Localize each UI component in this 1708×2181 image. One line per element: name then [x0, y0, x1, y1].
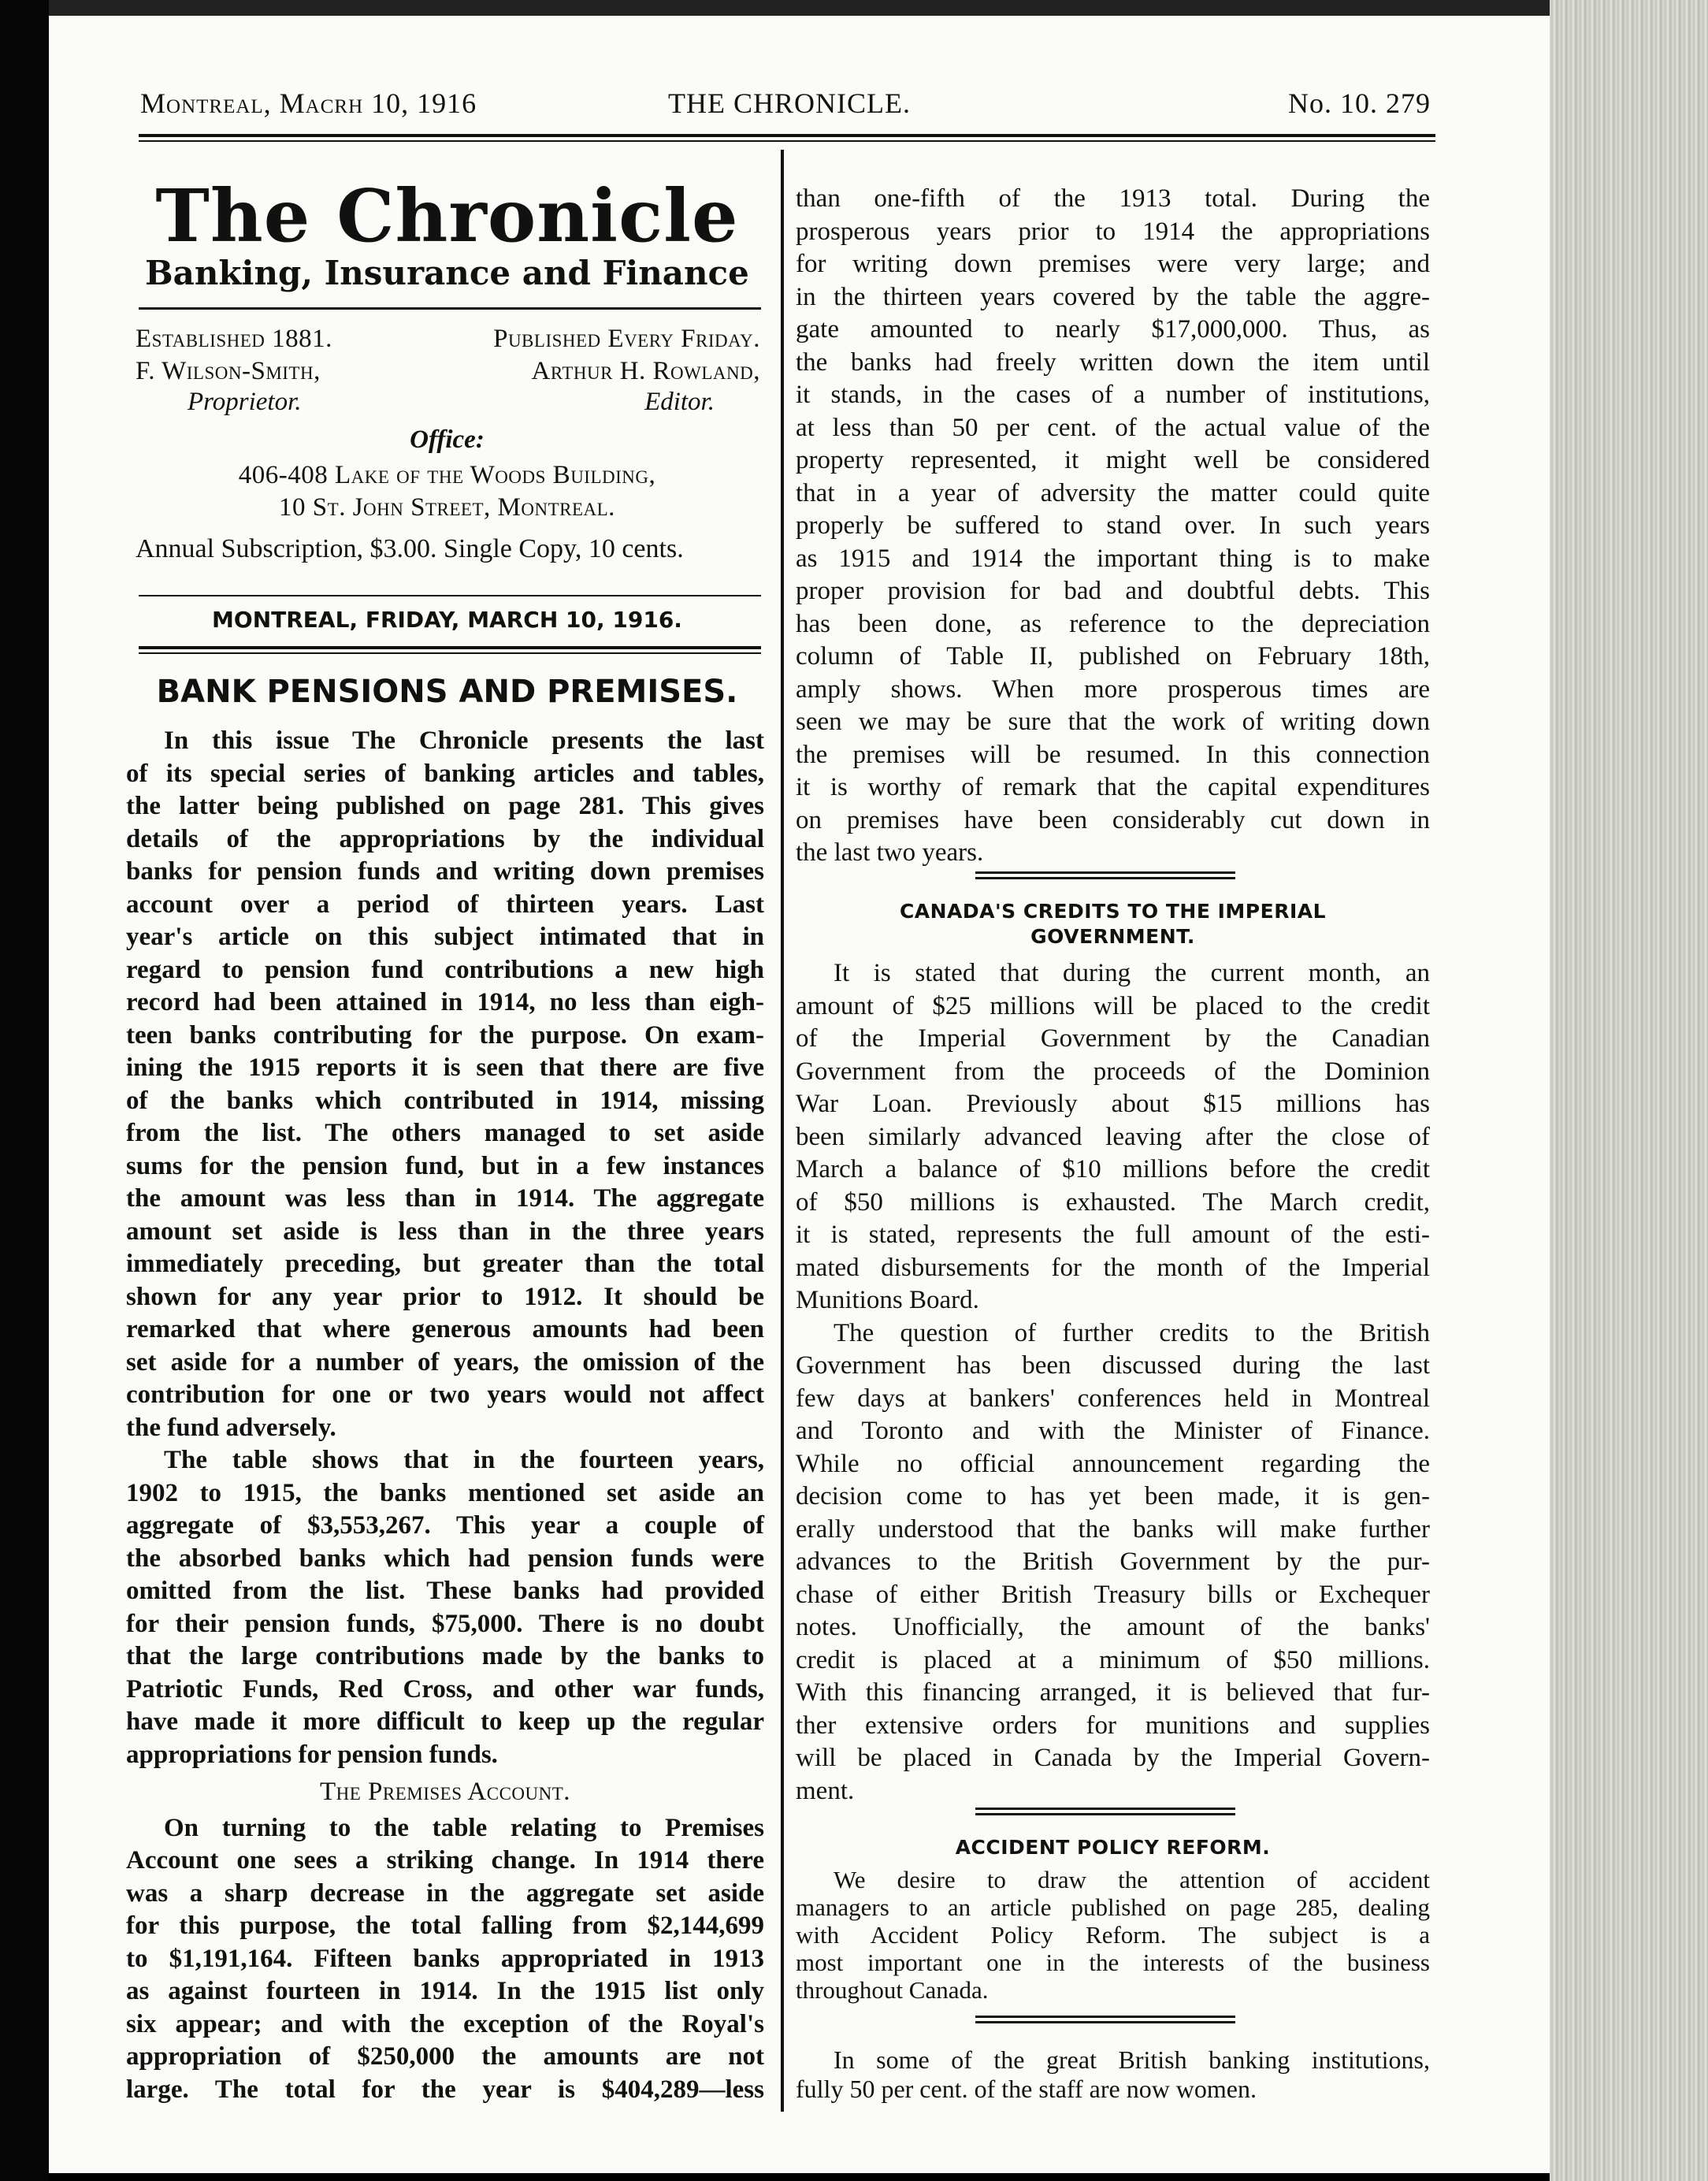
office-label: Office:: [410, 425, 485, 454]
text-line: the fund adversely.: [126, 1413, 336, 1442]
section-rule: [975, 871, 1235, 879]
text-line: the last two years.: [796, 838, 984, 867]
text-line: that in a year of adversity the matter could quite: [796, 478, 1430, 507]
office-address-line-1: 406-408 Lake of the Woods Building,: [238, 461, 656, 489]
text-line: amply shows. When more prosperous times are: [796, 674, 1430, 704]
text-line: ther extensive orders for munitions and supplies: [796, 1711, 1430, 1740]
text-line: set aside for a number of years, the omission of the: [126, 1347, 764, 1377]
text-line: aggregate of $3,553,267. This year a couple of: [126, 1511, 764, 1540]
text-line: decision come to has yet been made, it is gen-: [796, 1482, 1430, 1510]
text-line: In some of the great British banking institutions,: [834, 2045, 1430, 2074]
text-line: with Accident Policy Reform. The subject is a: [796, 1921, 1430, 1949]
text-line: was a sharp decrease in the aggregate set aside: [126, 1878, 764, 1908]
published-note: Published Every Friday.: [493, 325, 760, 353]
book-page-edges: [1550, 0, 1708, 2181]
text-line: notes. Unofficially, the amount of the banks': [796, 1613, 1430, 1641]
text-line: the premises will be resumed. In this connection: [796, 740, 1430, 769]
text-line: it stands, in the cases of a number of institutions,: [796, 381, 1430, 409]
text-line: account over a period of thirteen years. Last: [126, 890, 764, 919]
text-line: amount set aside is less than in the three years: [126, 1217, 764, 1246]
text-line: regard to pension fund contributions a new high: [126, 955, 764, 984]
text-line: seen we may be sure that the work of writing down: [796, 708, 1430, 736]
text-line: details of the appropriations by the individual: [126, 824, 764, 853]
scan-left-margin: [0, 0, 49, 2181]
text-line: ment.: [796, 1776, 855, 1805]
text-line: the absorbed banks which had pension funds were: [126, 1544, 764, 1573]
masthead-title: The Chronicle: [155, 173, 739, 258]
text-line: Government has been discussed during the last: [796, 1351, 1430, 1380]
established-note: Established 1881.: [136, 325, 332, 353]
text-line: mated disbursements for the month of the Imperial: [796, 1253, 1430, 1282]
text-line: than one-fifth of the 1913 total. During the: [796, 184, 1430, 213]
text-line: War Loan. Previously about $15 millions has: [796, 1090, 1430, 1118]
running-head-page-number: No. 10. 279: [1288, 87, 1431, 119]
text-line: column of Table II, published on February 18th,: [796, 642, 1430, 671]
text-line: six appear; and with the exception of the Royal's: [126, 2009, 764, 2038]
masthead-subtitle: Banking, Insurance and Finance: [145, 254, 749, 292]
text-line: for this purpose, the total falling from $2,144,699: [126, 1912, 764, 1940]
text-line: for writing down premises were very large; and: [796, 250, 1430, 278]
text-line: been similarly advanced leaving after the close of: [796, 1122, 1430, 1151]
text-line: The table shows that in the fourteen years,: [164, 1446, 764, 1474]
proprietor-role: Proprietor.: [188, 388, 302, 416]
text-line: have made it more difficult to keep up the regular: [126, 1707, 764, 1736]
text-line: it is worthy of remark that the capital expenditures: [796, 773, 1430, 801]
text-line: credit is placed at a minimum of $50 millions.: [796, 1645, 1430, 1674]
text-line: to $1,191,164. Fifteen banks appropriated in 1913: [126, 1944, 764, 1973]
text-line: teen banks contributing for the purpose. On exam-: [126, 1020, 764, 1050]
text-line: property represented, it might well be considered: [796, 446, 1430, 474]
text-line: contribution for one or two years would not affect: [126, 1380, 764, 1409]
article-title-canadas-credits-line-2: GOVERNMENT.: [1030, 925, 1195, 948]
editor-name: Arthur H. Rowland,: [531, 357, 760, 385]
text-line: as 1915 and 1914 the important thing is to make: [796, 544, 1430, 573]
text-line: While no official announcement regarding the: [796, 1449, 1430, 1478]
text-line: amount of $25 millions will be placed to the credit: [796, 991, 1430, 1020]
text-line: managers to an article published on page 285, dealing: [796, 1893, 1430, 1921]
text-line: remarked that where generous amounts had been: [126, 1315, 764, 1343]
left-column: [126, 150, 768, 2120]
header-double-rule: [139, 134, 1435, 142]
dateline-rule-top: [139, 595, 761, 596]
text-line: We desire to draw the attention of accident: [834, 1866, 1430, 1893]
dateline: MONTREAL, FRIDAY, MARCH 10, 1916.: [212, 607, 682, 633]
text-line: Munitions Board.: [796, 1286, 979, 1314]
article-title-accident-policy: ACCIDENT POLICY REFORM.: [955, 1836, 1271, 1859]
right-column: [796, 150, 1430, 2120]
text-line: properly be suffered to stand over. In such years: [796, 511, 1430, 540]
text-line: and Toronto and with the Minister of Finance.: [796, 1417, 1430, 1445]
text-line: advances to the British Government by the pur-: [796, 1548, 1430, 1576]
text-line: in the thirteen years covered by the table the aggre-: [796, 282, 1430, 311]
text-line: at less than 50 per cent. of the actual value of the: [796, 413, 1430, 442]
text-line: large. The total for the year is $404,289—less: [126, 2075, 764, 2104]
text-line: it is stated, represents the full amount of the esti-: [796, 1221, 1430, 1249]
text-line: immediately preceding, but greater than the total: [126, 1250, 764, 1278]
text-line: gate amounted to nearly $17,000,000. Thus, as: [796, 315, 1430, 344]
text-line: on premises have been considerably cut down in: [796, 805, 1430, 834]
text-line: of $50 millions is exhausted. The March credit,: [796, 1187, 1430, 1217]
text-line: With this financing arranged, it is believed that fur-: [796, 1678, 1430, 1707]
text-line: proper provision for bad and doubtful debts. This: [796, 577, 1430, 605]
scan-top-shadow: [49, 0, 1550, 16]
text-line: of its special series of banking articles and tables,: [126, 759, 764, 788]
running-head-title: THE CHRONICLE.: [668, 87, 911, 119]
text-line: the amount was less than in 1914. The aggregate: [126, 1184, 764, 1213]
text-line: In this issue The Chronicle presents the last: [164, 726, 764, 755]
text-line: that the large contributions made by the banks to: [126, 1642, 764, 1670]
subscription-price: Annual Subscription, $3.00. Single Copy, 10 cents.: [136, 534, 684, 563]
text-line: year's article on this subject intimated that in: [126, 923, 764, 951]
column-separator: [781, 150, 784, 2112]
running-head: [140, 87, 1431, 131]
editor-role: Editor.: [644, 388, 715, 416]
masthead-rule: [139, 307, 761, 310]
text-line: Patriotic Funds, Red Cross, and other war funds,: [126, 1674, 764, 1704]
text-line: omitted from the list. These banks had provided: [126, 1577, 764, 1605]
text-line: most important one in the interests of the business: [796, 1949, 1430, 1976]
text-line: appropriation of $250,000 the amounts are not: [126, 2042, 764, 2071]
article-title-bank-pensions: BANK PENSIONS AND PREMISES.: [156, 674, 738, 710]
text-line: as against fourteen in 1914. In the 1915 list only: [126, 1977, 764, 2005]
article-title-canadas-credits: CANADA'S CREDITS TO THE IMPERIAL: [899, 900, 1327, 923]
text-line: banks for pension funds and writing down premises: [126, 857, 764, 886]
text-line: record had been attained in 1914, no less than eigh-: [126, 988, 764, 1016]
text-line: Account one sees a striking change. In 1914 there: [126, 1846, 764, 1874]
text-line: the banks had freely written down the item until: [796, 347, 1430, 377]
text-line: The question of further credits to the British: [834, 1318, 1430, 1347]
section-rule: [975, 2016, 1235, 2023]
text-line: the latter being published on page 281. This gives: [126, 792, 764, 820]
text-line: appropriations for pension funds.: [126, 1740, 498, 1769]
text-line: erally understood that the banks will make further: [796, 1514, 1430, 1544]
text-line: prosperous years prior to 1914 the appropriations: [796, 217, 1430, 246]
text-line: sums for the pension fund, but in a few instances: [126, 1151, 764, 1180]
text-line: has been done, as reference to the depreciation: [796, 609, 1430, 638]
section-rule: [975, 1808, 1235, 1815]
text-line: of the banks which contributed in 1914, missing: [126, 1086, 764, 1115]
subhead-premises-account: The Premises Account.: [319, 1778, 571, 1806]
text-line: for their pension funds, $75,000. There is no doubt: [126, 1609, 764, 1638]
text-line: of the Imperial Government by the Canadian: [796, 1024, 1430, 1053]
text-line: On turning to the table relating to Premises: [164, 1813, 764, 1842]
text-line: Government from the proceeds of the Dominion: [796, 1057, 1430, 1086]
text-line: ining the 1915 reports it is seen that there are five: [126, 1053, 764, 1082]
text-line: will be placed in Canada by the Imperial Govern-: [796, 1744, 1430, 1772]
text-line: fully 50 per cent. of the staff are now women.: [796, 2075, 1257, 2103]
running-head-date: Montreal, Macrh 10, 1916: [140, 87, 477, 119]
text-line: throughout Canada.: [796, 1976, 989, 2004]
office-address-line-2: 10 St. John Street, Montreal.: [279, 493, 615, 522]
proprietor-name: F. Wilson-Smith,: [136, 357, 321, 385]
text-line: chase of either British Treasury bills or Exchequer: [796, 1580, 1430, 1609]
text-line: from the list. The others managed to set aside: [126, 1119, 764, 1147]
text-line: few days at bankers' conferences held in Montreal: [796, 1384, 1430, 1413]
text-line: March a balance of $10 millions before the credit: [796, 1155, 1430, 1183]
dateline-double-rule: [139, 646, 761, 654]
text-line: shown for any year prior to 1912. It should be: [126, 1282, 764, 1311]
text-line: It is stated that during the current month, an: [834, 959, 1430, 987]
text-line: 1902 to 1915, the banks mentioned set aside an: [126, 1478, 764, 1507]
